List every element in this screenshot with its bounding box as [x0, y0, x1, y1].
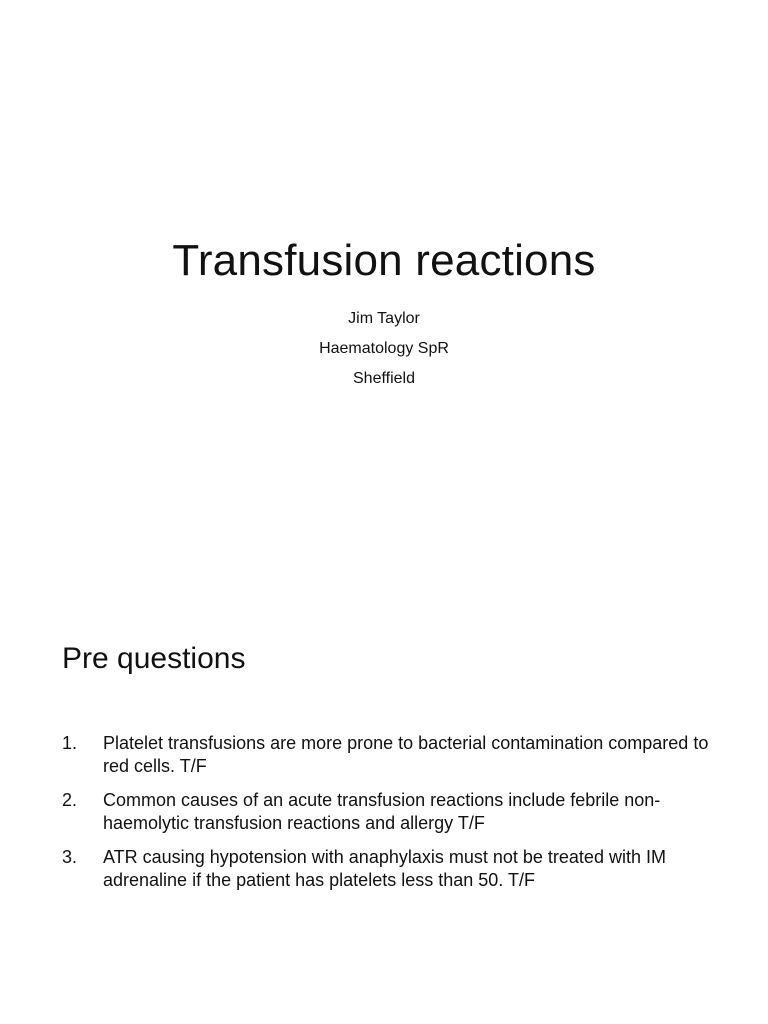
question-text: Common causes of an acute transfusion reactions include febrile non-haemolytic transfusion reactions and allergy T/F	[103, 790, 661, 833]
question-text: Platelet transfusions are more prone to bacterial contamination compared to red cells. T/F	[103, 733, 709, 776]
question-number: 3.	[62, 847, 78, 867]
slide-title: Transfusion reactions	[172, 236, 596, 285]
question-item	[62, 789, 722, 835]
question-item	[62, 846, 722, 892]
questions-slide	[0, 580, 768, 1024]
questions-heading: Pre questions	[62, 642, 246, 675]
question-number: 2.	[62, 790, 78, 810]
author-role: Haematology SpR	[319, 340, 449, 357]
question-list	[62, 732, 722, 903]
question-text: ATR causing hypotension with anaphylaxis must not be treated with IM adrenaline if the patient has platelets less than 50. T/F	[103, 847, 666, 890]
author-location: Sheffield	[353, 370, 415, 387]
author-name: Jim Taylor	[348, 310, 420, 327]
question-number: 1.	[62, 733, 78, 753]
subtitle-block	[0, 304, 768, 394]
question-item	[62, 732, 722, 778]
